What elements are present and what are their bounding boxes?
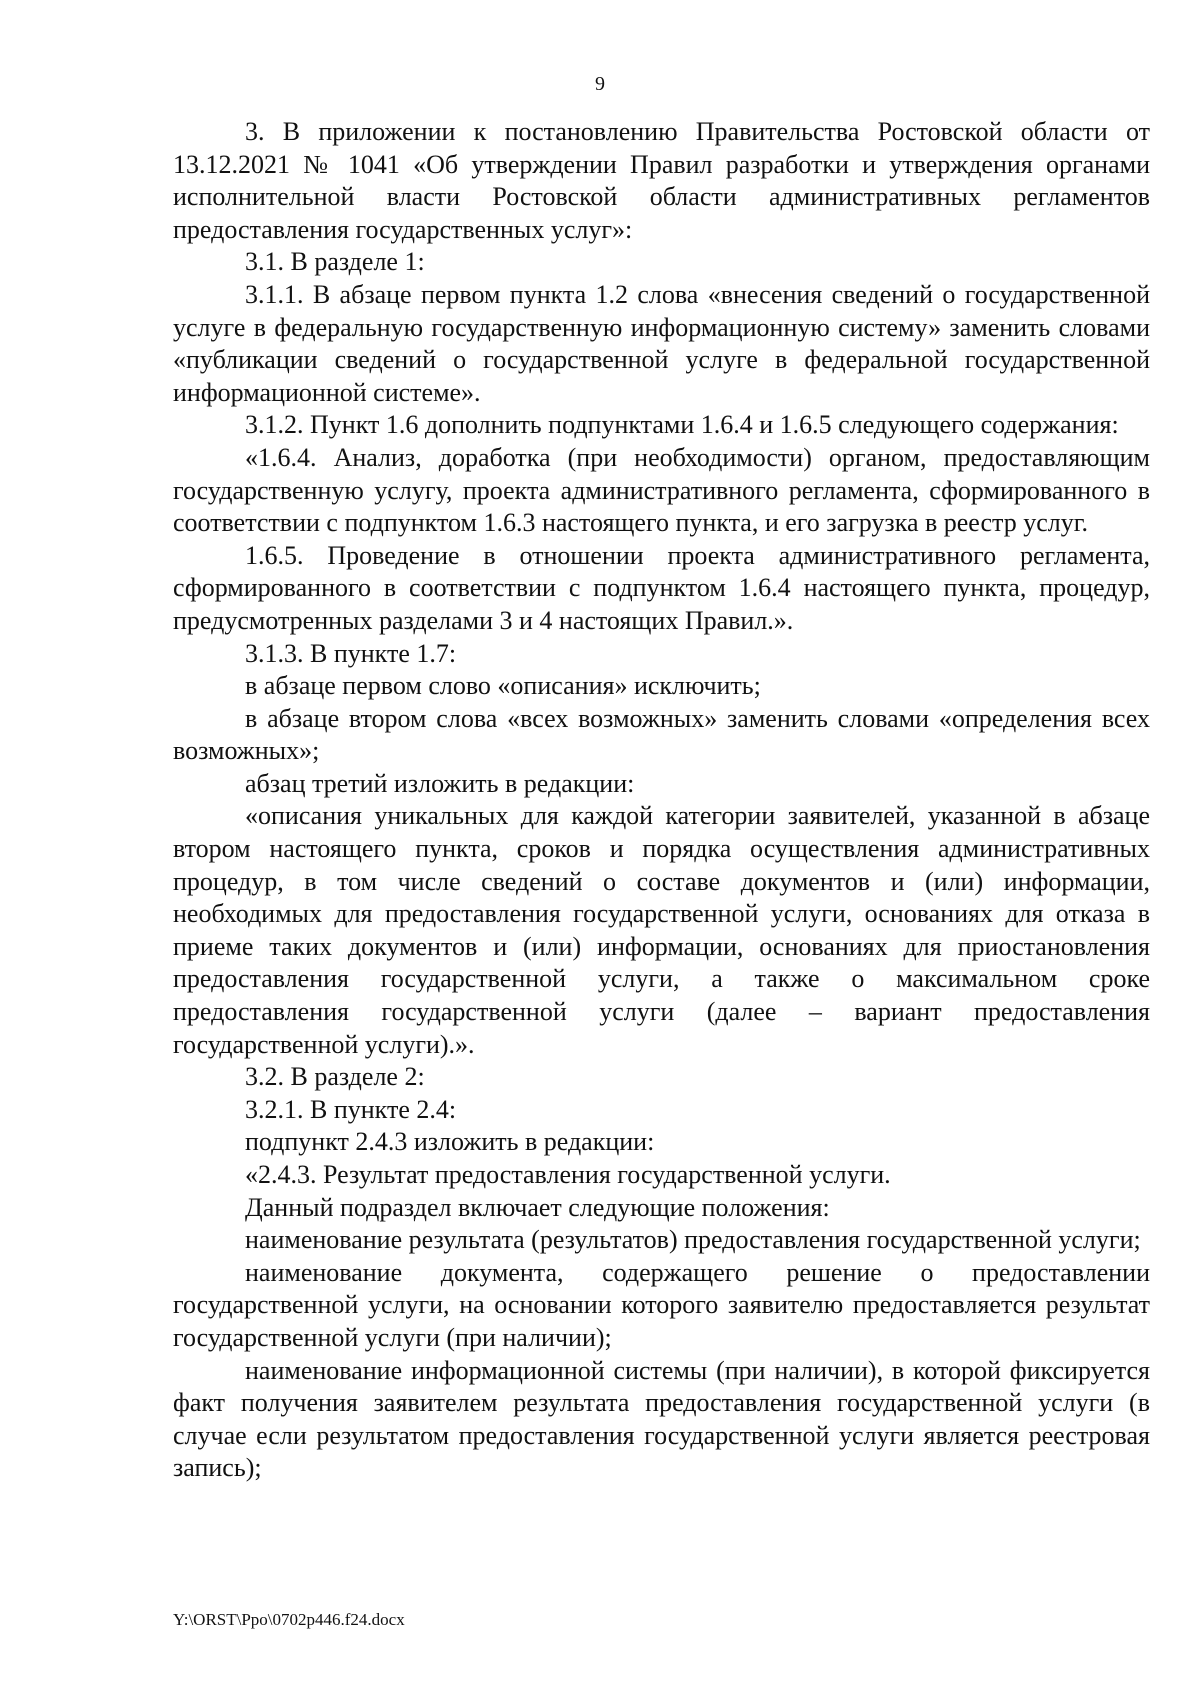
- paragraph: абзац третий изложить в редакции:: [245, 768, 635, 798]
- paragraph: 3. В приложении к постановлению Правительства Ростовской области от 13.12.2021 № 1041 «Об утверждении Правил разработки и утверждения органами исполнительной власти Ростовской области административных регламентов предоставления государственных услуг»:: [173, 117, 1150, 244]
- paragraph: «1.6.4. Анализ, доработка (при необходимости) органом, предоставляющим государственную услугу, проекта административного регламента, сформированного в соответствии с подпунктом 1.6.3 настоящего пункта, и его загрузка в реестр услуг.: [173, 442, 1150, 538]
- paragraph: 3.1.1. В абзаце первом пункта 1.2 слова «внесения сведений о государственной услуге в федеральную государственную информационную систему» заменить словами «публикации сведений о государственной услуге в федеральной государственной информационной системе».: [173, 279, 1150, 407]
- paragraph: наименование документа, содержащего решение о предоставлении государственной услуги, на основании которого заявителю предоставляется результат государственной услуги (при наличии);: [173, 1257, 1150, 1352]
- page-number: 9: [595, 73, 605, 95]
- paragraph: 3.1.3. В пункте 1.7:: [245, 638, 457, 668]
- paragraph: «описания уникальных для каждой категории заявителей, указанной в абзаце втором настоящего пункта, сроков и порядка осуществления административных процедур, в том числе сведений о составе документов и (или) информации, необходимых для предоставления государственной услуги, основаниях для отказа в приеме таких документов и (или) информации, основаниях для приостановления предоставления государственной услуги, а также о максимальном сроке предоставления государственной услуги (далее – вариант предоставления государственной услуги).».: [173, 801, 1150, 1059]
- paragraph: наименование информационной системы (при наличии), в которой фиксируется факт получения заявителем результата предоставления государственной услуги (в случае если результатом предоставления государственной услуги является реестровая запись);: [173, 1355, 1150, 1483]
- paragraph: 3.2. В разделе 2:: [245, 1062, 425, 1092]
- footer-file-path: Y:\ORST\Ppo\0702p446.f24.docx: [173, 1610, 405, 1629]
- paragraph: «2.4.3. Результат предоставления государственной услуги.: [245, 1160, 891, 1189]
- document-body: [173, 116, 1150, 1485]
- paragraph: 3.2.1. В пункте 2.4:: [245, 1094, 457, 1124]
- paragraph: подпункт 2.4.3 изложить в редакции:: [245, 1127, 655, 1157]
- paragraph: в абзаце первом слово «описания» исключить;: [245, 671, 761, 701]
- paragraph: 1.6.5. Проведение в отношении проекта административного регламента, сформированного в соответствии с подпунктом 1.6.4 настоящего пункта, процедур, предусмотренных разделами 3 и 4 настоящих Правил.».: [173, 540, 1150, 635]
- paragraph: 3.1. В разделе 1:: [245, 247, 425, 277]
- paragraph: наименование результата (результатов) предоставления государственной услуги;: [245, 1225, 1141, 1255]
- paragraph: 3.1.2. Пункт 1.6 дополнить подпунктами 1.6.4 и 1.6.5 следующего содержания:: [245, 410, 1119, 440]
- paragraph: Данный подраздел включает следующие положения:: [245, 1192, 830, 1222]
- paragraph: в абзаце втором слова «всех возможных» заменить словами «определения всех возможных»;: [173, 703, 1150, 766]
